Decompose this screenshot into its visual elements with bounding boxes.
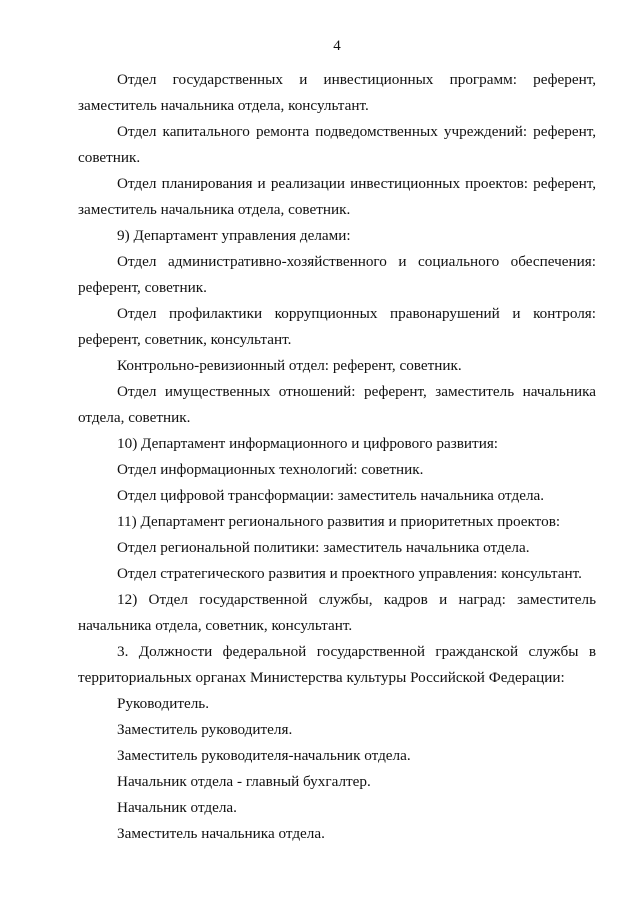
section-heading: 10) Департамент информационного и цифрового развития: xyxy=(117,435,499,452)
section-heading: 11) Департамент регионального развития и приоритетных проектов: xyxy=(117,513,561,530)
paragraph: Отдел имущественных отношений: референт, заместитель начальника отдела, советник. xyxy=(78,383,596,426)
paragraph: Отдел информационных технологий: советник. xyxy=(117,461,424,478)
paragraph: Заместитель начальника отдела. xyxy=(117,825,325,842)
document-body xyxy=(78,67,596,847)
section-heading: 9) Департамент управления делами: xyxy=(117,227,351,244)
paragraph: Начальник отдела. xyxy=(117,799,237,816)
paragraph: Отдел государственных и инвестиционных программ: референт, заместитель начальника отдела, консультант. xyxy=(78,71,596,114)
paragraph: Отдел цифровой трансформации: заместитель начальника отдела. xyxy=(117,487,545,504)
paragraph: Отдел региональной политики: заместитель начальника отдела. xyxy=(117,539,530,556)
paragraph: Руководитель. xyxy=(117,695,209,712)
paragraph: Начальник отдела - главный бухгалтер. xyxy=(117,773,371,790)
paragraph: Заместитель руководителя-начальник отдела. xyxy=(117,747,411,764)
paragraph: Контрольно-ревизионный отдел: референт, советник. xyxy=(117,357,462,374)
paragraph: Отдел капитального ремонта подведомственных учреждений: референт, советник. xyxy=(78,123,596,166)
paragraph: Отдел профилактики коррупционных правонарушений и контроля: референт, советник, консультант. xyxy=(78,305,596,348)
paragraph: Отдел административно-хозяйственного и социального обеспечения: референт, советник. xyxy=(78,253,596,296)
paragraph: Отдел планирования и реализации инвестиционных проектов: референт, заместитель начальника отдела, советник. xyxy=(78,175,596,218)
section-heading: 12) Отдел государственной службы, кадров и наград: заместитель начальника отдела, советник, консультант. xyxy=(78,591,596,634)
page-number: 4 xyxy=(333,38,341,54)
paragraph: Заместитель руководителя. xyxy=(117,721,293,738)
paragraph: Отдел стратегического развития и проектного управления: консультант. xyxy=(117,565,582,582)
section-heading: 3. Должности федеральной государственной гражданской службы в территориальных органах Министерства культуры Российской Федерации: xyxy=(78,643,596,686)
